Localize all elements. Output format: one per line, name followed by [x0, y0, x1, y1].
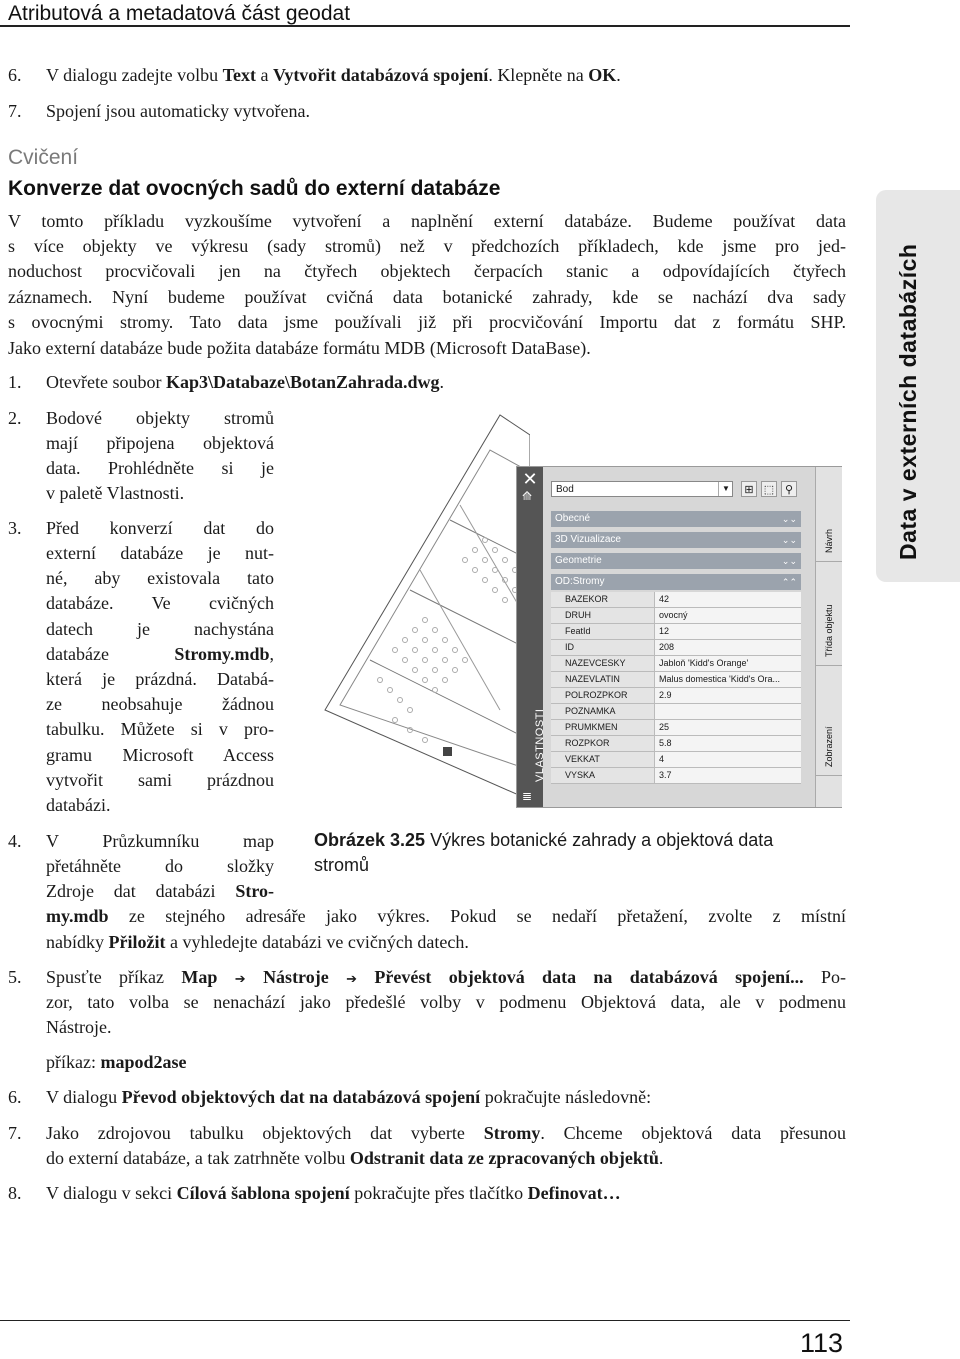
close-icon[interactable]: ✕ — [522, 469, 538, 489]
command-line — [46, 1049, 846, 1075]
property-row[interactable] — [551, 752, 801, 768]
property-row[interactable] — [551, 624, 801, 640]
step-number: 2. — [8, 408, 22, 428]
property-value[interactable]: 208 — [659, 642, 675, 652]
step-3-line: tabulku. Můžete si v pro- — [46, 719, 274, 739]
text-run: Po- — [803, 967, 847, 987]
header-rule — [0, 25, 850, 27]
step-4-line — [46, 878, 274, 904]
step-3-line: gramu Microsoft Access — [46, 745, 274, 765]
property-row[interactable] — [551, 592, 801, 608]
property-row[interactable] — [551, 736, 801, 752]
step-3-line: databáze. Ve cvičných — [46, 593, 274, 613]
step-4-line — [46, 929, 846, 955]
step-3-line: ze neobsahuje žádnou — [46, 694, 274, 714]
step-number: 5. — [8, 967, 22, 987]
step-text — [46, 369, 444, 395]
step-number: 8. — [8, 1183, 22, 1203]
garden-outline — [325, 415, 533, 800]
property-key: FeatId — [551, 624, 655, 639]
intro-text: Jako externí databáze bude požita databáze formátu MDB (Microsoft DataBase). — [8, 338, 591, 358]
step-number: 1. — [8, 372, 22, 392]
text-run: . Klepněte na — [488, 65, 589, 85]
section-label: Obecné — [555, 513, 591, 524]
bold-run: Text — [222, 65, 256, 85]
step-text — [46, 1180, 621, 1206]
intro-line — [8, 233, 846, 259]
property-value[interactable]: 42 — [659, 594, 670, 604]
text-run: . — [439, 372, 445, 392]
step-3-line — [46, 641, 274, 667]
property-value[interactable]: 5.8 — [659, 738, 672, 748]
intro-text: záznamech. Nyní budeme používat cvičná data botanické zahrady, kde se nachází dva sady — [8, 287, 846, 307]
chevron-collapse-icon[interactable]: ⌄⌄ — [781, 514, 797, 524]
select-value: Bod — [556, 484, 574, 495]
tab-navrh[interactable] — [816, 467, 842, 562]
step-5-line: Nástroje. — [46, 1017, 112, 1037]
button-name: Definovat… — [527, 1183, 621, 1203]
step-3-line: Před konverzí dat do — [46, 518, 274, 538]
text-run: Otevřete soubor — [46, 372, 166, 392]
menu-item-name: Přiložit — [108, 932, 166, 952]
text-run: příkaz: — [46, 1052, 101, 1072]
step-text — [46, 62, 621, 88]
step-2-line: data. Prohlédněte si je — [46, 458, 274, 478]
property-key: PRUMKMEN — [551, 720, 655, 735]
chapter-thumb-text: Data v externích databázích — [895, 243, 921, 560]
intro-line — [8, 284, 846, 310]
text-run: a — [255, 65, 273, 85]
intro-text: V tomto příkladu vyzkoušíme vytvoření a naplnění externí databáze. Budeme používat data — [8, 211, 846, 231]
intro-text: noduchost procvičovali jen na čtyřech objektech čerpacích stanic a odpovídajících čtyřech — [8, 261, 846, 281]
property-row[interactable] — [551, 768, 801, 784]
text-run: pokračujte následovně: — [480, 1087, 652, 1107]
menu-path-item: Map — [181, 967, 218, 987]
text-run: Zdroje dat databázi — [46, 881, 236, 901]
option-name: Odstranit data ze zpracovaných objektů — [349, 1148, 659, 1168]
menu-path-item: Převést objektová data na databázová spojení... — [374, 967, 804, 987]
chevron-down-icon[interactable]: ▼ — [718, 482, 733, 496]
arrow-icon: ➔ — [234, 971, 246, 986]
step-3-line: datech je nachystána — [46, 619, 274, 639]
chevron-collapse-icon[interactable]: ⌄⌄ — [781, 556, 797, 566]
step-number: 6. — [8, 1087, 22, 1107]
running-head: Atributová a metadatová část geodat — [8, 2, 351, 25]
text-run: Jako zdrojovou tabulku objektových dat vyberte — [46, 1123, 484, 1143]
palette-menu-icon[interactable]: ≣ — [522, 789, 533, 803]
text-run: V dialogu zadejte volbu — [46, 65, 223, 85]
text-run: ze stejného adresáře jako výkres. Pokud se nedaří přetažení, zvolte z místní — [108, 906, 846, 926]
object-type-select[interactable] — [551, 481, 733, 497]
caption-text: Výkres botanické zahrady a objektová data — [425, 830, 774, 850]
text-run: V dialogu v sekci — [46, 1183, 177, 1203]
menu-path-item: Nástroje — [263, 967, 329, 987]
section-label: OD:Stromy — [555, 576, 605, 587]
text-run: pokračujte přes tlačítko — [349, 1183, 528, 1203]
property-key: POLROZPKOR — [551, 688, 655, 703]
property-value[interactable]: 2.9 — [659, 690, 672, 700]
selected-tree-marker — [443, 747, 452, 756]
page-number: 113 — [800, 1328, 844, 1358]
chevron-expand-icon[interactable]: ⌃⌃ — [781, 577, 797, 587]
step-text: Spojení jsou automaticky vytvořena. — [46, 101, 310, 121]
exercise-label: Cvičení — [8, 146, 79, 169]
bold-run: Vytvořit databázová spojení — [272, 65, 489, 85]
step-2-line: Bodové objekty stromů — [46, 408, 274, 428]
text-run: databáze — [46, 644, 175, 664]
section-od-stromy[interactable] — [551, 574, 801, 590]
step-number: 7. — [8, 1123, 22, 1143]
property-row[interactable] — [551, 688, 801, 704]
step-number: 4. — [8, 831, 22, 851]
tab-zobrazeni[interactable] — [816, 665, 842, 776]
intro-line — [8, 208, 846, 234]
select-objects-icon[interactable]: ⬚ — [761, 481, 777, 497]
figure-caption — [314, 828, 834, 878]
property-key: VEKKAT — [551, 752, 655, 767]
property-row[interactable] — [551, 640, 801, 656]
property-key: ROZPKOR — [551, 736, 655, 751]
step-2-line: mají připojena objektová — [46, 433, 274, 453]
step-7-line — [46, 1120, 846, 1146]
step-2-line: v paletě Vlastnosti. — [46, 483, 185, 503]
step-3-line: vytvořit sami prázdnou — [46, 770, 274, 790]
text-run: . — [616, 65, 621, 85]
step-3-line: databázi. — [46, 795, 111, 815]
palette-tabs — [815, 467, 842, 807]
property-value[interactable]: ovocný — [659, 610, 688, 620]
text-run: Spusťte příkaz — [46, 967, 182, 987]
intro-line — [8, 335, 846, 361]
db-name: my.mdb — [46, 906, 109, 926]
step-number: 3. — [8, 518, 22, 538]
text-run: . Chceme objektová data přesunou — [540, 1123, 846, 1143]
step-3-line: která je prázdná. Databá- — [46, 669, 274, 689]
intro-line — [8, 309, 846, 335]
command-name: mapod2ase — [100, 1052, 187, 1072]
property-key: POZNAMKA — [551, 704, 655, 719]
text-run: do externí databáze, a tak zatrhněte volbu — [46, 1148, 350, 1168]
tab-label: Třída objektu — [824, 604, 834, 657]
step-number: 6. — [8, 65, 22, 85]
section-3d-visualization[interactable] — [551, 532, 801, 548]
property-key: ID — [551, 640, 655, 655]
property-value[interactable]: 4 — [659, 754, 665, 764]
property-row[interactable] — [551, 720, 801, 736]
section-geometry[interactable] — [551, 553, 801, 569]
text-run: . — [658, 1148, 664, 1168]
property-value[interactable] — [659, 704, 801, 719]
property-row[interactable] — [551, 608, 801, 624]
intro-text: s více objekty ve výkresu (sady stromů) než v předchozích příkladech, kde jsme pro jed- — [8, 236, 846, 256]
property-value[interactable]: 12 — [659, 626, 670, 636]
property-value[interactable]: Jabloň 'Kidd's Orange' — [659, 658, 749, 668]
text-run: nabídky — [46, 932, 109, 952]
pin-icon[interactable]: ⟰ — [522, 489, 533, 503]
db-name: Stro- — [235, 881, 274, 901]
arrow-icon: ➔ — [346, 971, 357, 986]
toggle-pickadd-icon[interactable]: ⊞ — [741, 481, 757, 497]
garden-drawing — [300, 410, 533, 810]
step-3-line: né, aby existovala tato — [46, 568, 274, 588]
section-label: 3D Vizualizace — [555, 534, 621, 545]
intro-text: s ovocnými stromy. Tato data jsme používali již při procvičování Importu dat z formátu SHP. — [8, 312, 846, 332]
property-row[interactable] — [551, 656, 801, 672]
footer-rule — [0, 1320, 850, 1321]
tab-label: Návrh — [824, 528, 834, 553]
property-row[interactable] — [551, 672, 801, 688]
property-key: NAZEVCESKY — [551, 656, 655, 671]
property-value[interactable]: 25 — [659, 722, 670, 732]
property-value[interactable]: 3.7 — [659, 770, 672, 780]
tab-label: Zobrazení — [824, 726, 834, 767]
palette-title-text: VLASTNOSTI — [534, 708, 546, 782]
section-title: Konverze dat ovocných sadů do externí databáze — [8, 177, 501, 200]
palette-titlebar[interactable] — [517, 467, 546, 807]
step-5-line: zor, tato volba se nenachází jako předešlé volby v podmenu Objektová data, ale v podmenu — [46, 992, 846, 1012]
property-value[interactable]: Malus domestica 'Kidd's Ora... — [659, 674, 780, 684]
text-run: V dialogu — [46, 1087, 122, 1107]
table-name: Stromy — [483, 1123, 541, 1143]
section-general[interactable] — [551, 511, 801, 527]
property-row[interactable] — [551, 704, 801, 720]
property-key: NAZEVLATIN — [551, 672, 655, 687]
step-4-line: přetáhněte do složky — [46, 856, 274, 876]
palette-title — [520, 682, 546, 792]
step-7-line — [46, 1145, 846, 1171]
property-key: BAZEKOR — [551, 592, 655, 607]
file-path: Kap3\Databaze\BotanZahrada.dwg — [165, 372, 440, 392]
db-name: Stromy.mdb — [174, 644, 270, 664]
step-5-line — [46, 964, 846, 992]
text-run: a vyhledejte databázi ve cvičných datech. — [165, 932, 469, 952]
text-run: , — [269, 644, 274, 664]
caption-label: Obrázek 3.25 — [314, 830, 426, 850]
step-text — [46, 1084, 651, 1110]
section-label: Geometrie — [555, 555, 602, 566]
property-key: VYSKA — [551, 768, 655, 783]
step-4-line — [46, 903, 846, 929]
step-number: 7. — [8, 101, 22, 121]
quick-select-icon[interactable]: ⚲ — [781, 481, 797, 497]
tab-trida-objektu[interactable] — [816, 561, 842, 666]
bold-run: OK — [588, 65, 617, 85]
dialog-name: Převod objektových dat na databázová spojení — [121, 1087, 481, 1107]
properties-palette — [516, 466, 842, 808]
intro-line — [8, 258, 846, 284]
section-name: Cílová šablona spojení — [176, 1183, 350, 1203]
step-4-line: V Průzkumníku map — [46, 831, 274, 851]
caption-text: stromů — [314, 855, 370, 875]
step-3-line: externí databáze je nut- — [46, 543, 274, 563]
property-key: DRUH — [551, 608, 655, 623]
chevron-collapse-icon[interactable]: ⌄⌄ — [781, 535, 797, 545]
